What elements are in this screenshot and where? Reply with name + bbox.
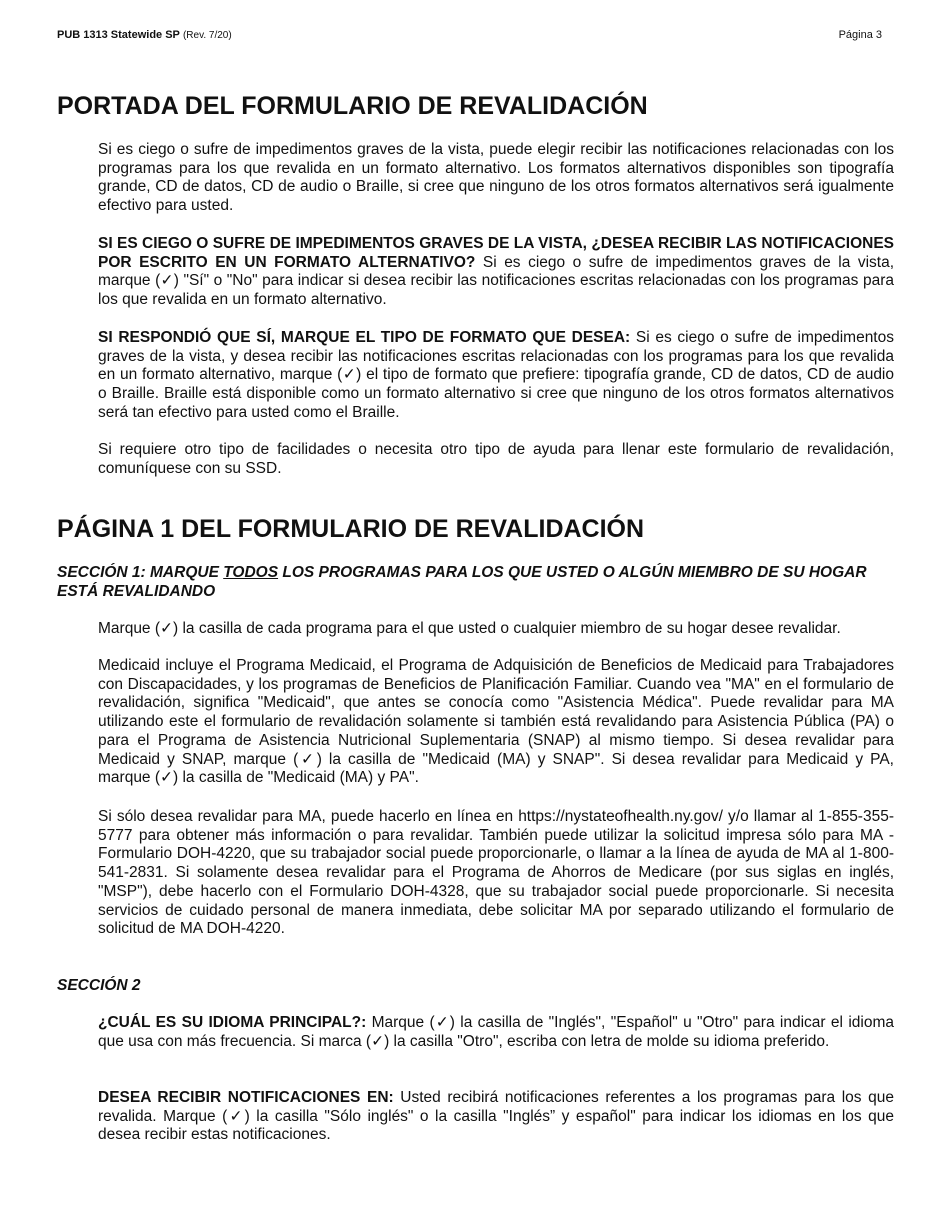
cover-paragraph-4: Si requiere otro tipo de facilidades o necesita otro tipo de ayuda para llenar este formulario de revalidación, comuníquese con su SSD.	[98, 441, 894, 477]
cover-paragraph-3	[98, 329, 894, 423]
page-number: Página 3	[838, 29, 882, 41]
cover-paragraph-2-text: Si es ciego o sufre de impedimentos graves de la vista, marque (✓) "Sí" o "No" para indicar si desea recibir las notificaciones escritas relacionadas con los programas para los que revalida en un formato alternativo.	[98, 253, 894, 309]
cover-title: PORTADA DEL FORMULARIO DE REVALIDACIÓN	[57, 92, 648, 120]
section-2-heading: SECCIÓN 2	[57, 977, 141, 994]
section-2-paragraph-2	[98, 1089, 894, 1145]
section-2-paragraph-2-text: Usted recibirá notificaciones referentes a los programas para los que revalida. Marque (✓) la casilla "Sólo inglés" o la casilla "Inglés” y español" para indicar los idiomas en los que desea recibir estas notificaciones.	[98, 1089, 894, 1144]
section-2-paragraph-1-text: Marque (✓) la casilla de "Inglés", "Español" u "Otro" para indicar el idioma que usa con más frecuencia. Si marca (✓) la casilla "Otro", escriba con letra de molde su idioma preferido.	[98, 1014, 894, 1050]
cover-paragraph-1: Si es ciego o sufre de impedimentos graves de la vista, puede elegir recibir las notificaciones relacionadas con los programas para los que revalida en un formato alternativo. Los formatos alternativos disponibles son tipografía grande, CD de datos, CD de audio o Braille, si cree que ninguno de los otros formatos alternativos será igualmente efectivo para usted.	[98, 141, 894, 215]
publication-id	[57, 29, 232, 41]
page1-title: PÁGINA 1 DEL FORMULARIO DE REVALIDACIÓN	[57, 515, 645, 543]
cover-paragraph-3-text: Si es ciego o sufre de impedimentos graves de la vista, y desea recibir las notificaciones escritas relacionadas con los programas para los que revalida en un formato alternativo, marque (✓) el tipo de formato que prefiere: tipografía grande, CD de datos, CD de audio o Braille. Braille está disponible como un formato alternativo si cree que ninguno de los otros formatos alternativos será tan efectivo para usted como el Braille.	[98, 329, 894, 421]
section-2-paragraph-2-heading: DESEA RECIBIR NOTIFICACIONES EN:	[98, 1089, 394, 1106]
cover-paragraph-2-question: SI ES CIEGO O SUFRE DE IMPEDIMENTOS GRAVES DE LA VISTA, ¿DESEA RECIBIR LAS NOTIFICACIONES POR ESCRITO EN UN FORMATO ALTERNATIVO?	[98, 235, 894, 271]
section-1-paragraph-3: Si sólo desea revalidar para MA, puede hacerlo en línea en https://nystateofhealth.ny.gov/ y/o llamar al 1-855-355-5777 para obtener más información o para revalidar. También puede utilizar la solicitud impresa sólo para MA - Formulario DOH-4220, que su trabajador social puede proporcionarle, o llamar a la línea de ayuda de MA al 1-800-541-2831. Si solamente desea revalidar para el Programa de Ahorros de Medicare (por sus siglas en inglés, "MSP"), debe hacerlo con el Formulario DOH-4328, que su trabajador social puede proporcionarle. Si necesita servicios de cuidado personal de manera inmediata, debe solicitar MA por separado utilizando el formulario de solicitud de MA DOH-4220.	[98, 808, 894, 938]
section-1-heading-underlined: TODOS	[223, 564, 279, 581]
section-2-paragraph-1-heading: ¿CUÁL ES SU IDIOMA PRINCIPAL?:	[98, 1014, 367, 1031]
section-1-paragraph-1: Marque (✓) la casilla de cada programa para el que usted o cualquier miembro de su hogar desee revalidar.	[98, 620, 841, 637]
publication-number: PUB 1313 Statewide SP	[57, 29, 180, 41]
cover-paragraph-3-heading: SI RESPONDIÓ QUE SÍ, MARQUE EL TIPO DE FORMATO QUE DESEA:	[98, 329, 631, 346]
revision-date: (Rev. 7/20)	[182, 30, 232, 41]
section-1-heading	[57, 563, 894, 601]
section-1-heading-start: SECCIÓN 1: MARQUE	[57, 564, 224, 581]
section-1-paragraph-2: Medicaid incluye el Programa Medicaid, el Programa de Adquisición de Beneficios de Medicaid para Trabajadores con Discapacidades, y los programas de Beneficios de Planificación Familiar. Cuando vea "MA" en el formulario de revalidación, significa "Medicaid", que antes se conocía como "Asistencia Médica". Puede revalidar para MA utilizando este el formulario de revalidación solamente si también está revalidando para Asistencia Pública (PA) o para el Programa de Asistencia Nutricional Suplementaria (SNAP) al mismo tiempo. Si desea revalidar para Medicaid y SNAP, marque (✓) la casilla de "Medicaid (MA) y SNAP". Si desea revalidar para Medicaid y PA, marque (✓) la casilla de "Medicaid (MA) y PA".	[98, 657, 894, 787]
section-1-heading-end: LOS PROGRAMAS PARA LOS QUE USTED O ALGÚN MIEMBRO DE SU HOGAR ESTÁ REVALIDANDO	[57, 564, 867, 600]
cover-paragraph-2	[98, 235, 894, 310]
section-2-paragraph-1	[98, 1014, 894, 1051]
